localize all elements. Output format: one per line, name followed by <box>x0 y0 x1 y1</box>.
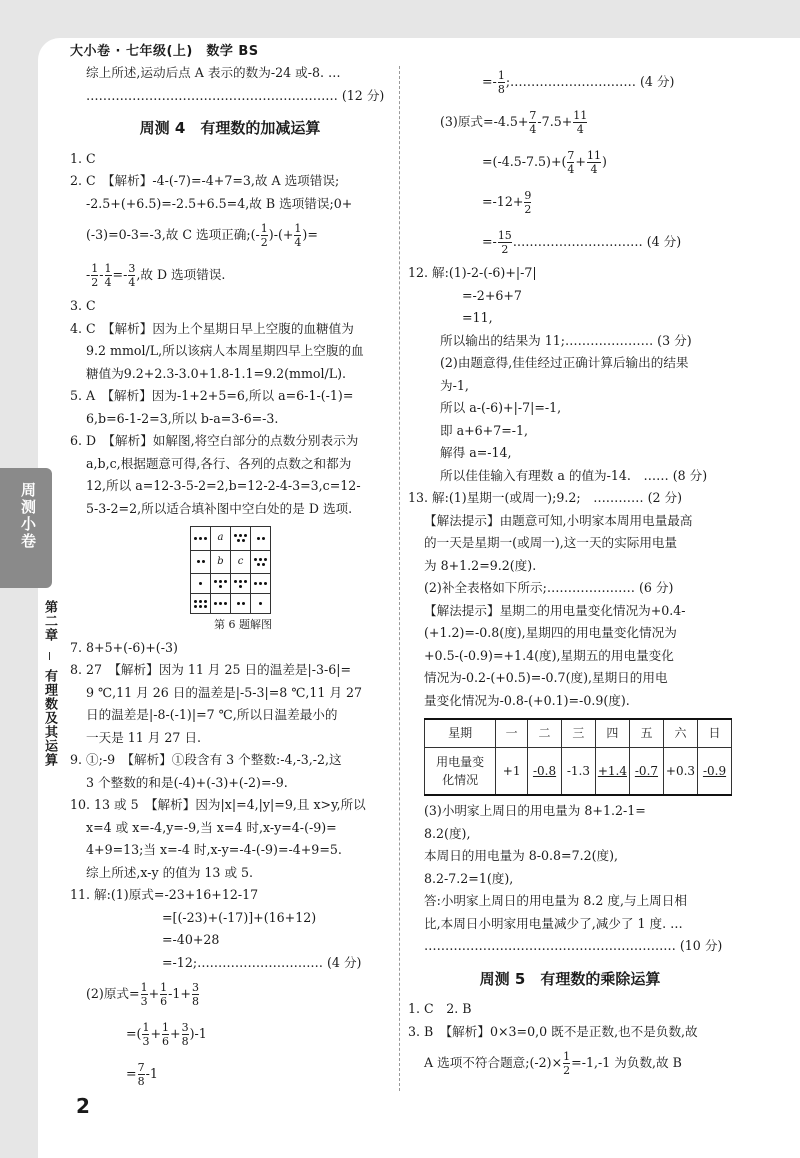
fraction <box>162 1021 169 1048</box>
dot <box>214 580 217 583</box>
answer-line: 11. 解:(1)原式=-23+16+12-17 <box>70 887 259 902</box>
dot <box>219 585 222 588</box>
grid-row <box>191 574 271 594</box>
text-span: ;………………………… (4 分) <box>505 74 675 89</box>
numerator: 3 <box>191 981 199 994</box>
grid-cell <box>231 594 251 614</box>
table-cell: -1.3 <box>561 747 595 795</box>
numerator: 7 <box>137 1061 145 1074</box>
numerator: 11 <box>573 109 588 122</box>
side-tab-label: 周测小卷 <box>19 482 37 550</box>
section-title: 周测 4 有理数的加减运算 <box>139 119 321 137</box>
text-span: (-3)=0-3=-3,故 C 选项正确;(- <box>86 227 260 242</box>
text-line: (2)由题意得,佳佳经过正确计算后输出的结果 <box>440 355 689 370</box>
text-span: - <box>99 267 104 282</box>
text-span: (2)原式= <box>86 986 140 1001</box>
fraction <box>524 189 531 216</box>
dot <box>257 563 260 566</box>
dot-grid <box>190 526 271 614</box>
formula-line <box>408 62 732 102</box>
denominator: 8 <box>191 995 199 1008</box>
numerator: 1 <box>104 262 112 275</box>
text-line: 【解法提示】星期二的用电量变化情况为+0.4- <box>424 602 686 618</box>
text-span: + <box>150 1026 162 1041</box>
text-line: 综上所述,x-y 的值为 13 或 5. <box>86 864 254 880</box>
answer-line: 12. 解:(1)-2-(-6)+|-7| <box>408 265 537 280</box>
grid-row <box>191 550 271 574</box>
text-line: 所以佳佳输入有理数 a 的值为-14. …… (8 分) <box>440 467 708 483</box>
text-line: (+1.2)=-0.8(度),星期四的用电量变化情况为 <box>424 625 677 640</box>
text-span: )-(+ <box>268 227 294 242</box>
table-cell: -0.9 <box>698 747 732 795</box>
fraction <box>138 1061 145 1088</box>
text-span: =- <box>482 234 497 249</box>
dot-cluster <box>254 558 268 566</box>
numerator: 15 <box>497 229 512 242</box>
dot-cluster <box>194 600 208 608</box>
text-line: 8.2-7.2=1(度), <box>424 870 514 886</box>
dot <box>199 605 202 608</box>
denominator: 2 <box>498 242 512 256</box>
text-span: A 选项不符合题意;(-2)× <box>424 1055 563 1070</box>
chapter-separator <box>49 652 50 660</box>
dot-cluster <box>214 580 228 588</box>
text-span: + <box>575 154 586 169</box>
text-line: 9.2 mmol/L,所以该病人本周星期四早上空腹的血 <box>86 343 364 358</box>
dot-cluster <box>234 534 248 542</box>
page-header: 大小卷 · 七年级(上) 数学 BS <box>70 44 259 59</box>
answer-line: 4. C 【解析】因为上个星期日早上空腹的血糖值为 <box>70 320 354 336</box>
grid-cell <box>191 550 211 574</box>
answer-line: 7. 8+5+(-6)+(-3) <box>70 639 178 655</box>
table-cell: -0.8 <box>528 747 562 795</box>
text-line: 4+9=13;当 x=-4 时,x-y=-4-(-9)=-4+9=5. <box>86 842 342 857</box>
text-line: =-2+6+7 <box>462 287 522 303</box>
table-cell: -0.7 <box>630 747 664 795</box>
grid-cell: b <box>211 550 231 574</box>
text-span: -1 <box>145 1066 158 1081</box>
side-tab <box>0 468 52 588</box>
page-number: 2 <box>76 1094 90 1118</box>
table-header-cell: 三 <box>561 719 595 747</box>
dot <box>199 537 202 540</box>
numerator: 1 <box>260 222 268 235</box>
formula-line <box>70 215 390 255</box>
dot-cluster <box>254 582 268 585</box>
dot <box>194 537 197 540</box>
fraction <box>529 109 536 136</box>
numerator: 1 <box>563 1050 571 1063</box>
dot <box>242 602 245 605</box>
text-line: =[(-23)+(-17)]+(16+12) <box>162 909 317 925</box>
numerator: 1 <box>497 69 505 82</box>
numerator: 7 <box>529 109 537 122</box>
dot <box>194 600 197 603</box>
formula-line <box>408 1043 732 1083</box>
answer-line: 1. C 2. B <box>408 1001 472 1016</box>
dot <box>264 582 267 585</box>
column-divider <box>399 66 400 1091</box>
table-header-row <box>425 719 732 747</box>
dot-cluster <box>194 560 208 563</box>
dot-cluster <box>214 602 228 605</box>
table-row-label: 用电量变化情况 <box>425 747 496 795</box>
denominator: 8 <box>181 1035 189 1048</box>
denominator: 2 <box>91 276 99 289</box>
dot <box>262 537 265 540</box>
dot <box>244 580 247 583</box>
numerator: 11 <box>586 149 601 162</box>
text-line: =11, <box>462 310 493 325</box>
denominator: 2 <box>524 203 532 216</box>
text-span: + <box>170 1026 181 1041</box>
formula-line <box>70 1014 390 1054</box>
answer-line: 2. C 【解析】-4-(-7)=-4+7=3,故 A 选项错误; <box>70 173 340 188</box>
text-line: 情况为-0.2-(+0.5)=-0.7(度),星期日的用电 <box>424 670 668 685</box>
fraction <box>128 262 135 289</box>
answer-line: 8. 27 【解析】因为 11 月 25 日的温差是|-3-6|= <box>70 662 352 677</box>
grid-cell <box>251 550 271 574</box>
dot-cluster <box>234 602 248 605</box>
text-line: -2.5+(+6.5)=-2.5+6.5=4,故 B 选项错误;0+ <box>86 195 353 211</box>
text-span: ) <box>601 154 607 169</box>
table-header-cell: 四 <box>595 719 629 747</box>
denominator: 4 <box>294 236 302 249</box>
dot <box>197 560 200 563</box>
dot <box>242 539 245 542</box>
fraction <box>573 109 587 136</box>
dot <box>239 580 242 583</box>
text-line: =-40+28 <box>162 932 220 947</box>
numerator: 3 <box>128 262 136 275</box>
dot <box>237 602 240 605</box>
answer-line: 5. A 【解析】因为-1+2+5=6,所以 a=6-1-(-1)= <box>70 388 354 403</box>
dot <box>254 582 257 585</box>
grid-cell <box>191 527 211 551</box>
formula-line <box>70 255 390 295</box>
text-line: 日的温差是|-8-(-1)|=7 ℃,所以日温差最小的 <box>86 707 338 722</box>
fraction <box>294 222 301 249</box>
denominator: 4 <box>104 276 112 289</box>
dot <box>219 602 222 605</box>
denominator: 4 <box>567 163 575 176</box>
dot <box>234 534 237 537</box>
dot-cluster <box>194 537 208 540</box>
power-table <box>424 718 732 796</box>
answer-line: 3. C <box>70 298 96 313</box>
table-row <box>425 747 732 795</box>
dot <box>262 563 265 566</box>
answer-line: 1. C <box>70 150 96 166</box>
text-span: -7.5+ <box>537 114 573 129</box>
dot-cluster <box>254 537 268 540</box>
dot <box>199 582 202 585</box>
text-line: 所以输出的结果为 11;………………… (3 分) <box>440 332 692 348</box>
fraction <box>160 981 167 1008</box>
dot <box>237 539 240 542</box>
dot <box>194 605 197 608</box>
fraction <box>261 222 268 249</box>
answer-line: 3. B 【解析】0×3=0,0 既不是正数,也不是负数,故 <box>408 1023 698 1039</box>
denominator: 4 <box>573 122 587 136</box>
fraction <box>141 981 148 1008</box>
grid-cell <box>191 574 211 594</box>
fraction <box>563 1050 570 1077</box>
dot <box>257 537 260 540</box>
dot <box>204 605 207 608</box>
dot <box>259 602 262 605</box>
text-line: a,b,c,根据题意可得,各行、各列的点数之和都为 <box>86 455 352 471</box>
left-column <box>70 62 390 1094</box>
right-column <box>408 62 732 1083</box>
text-line: 6,b=6-1-2=3,所以 b-a=3-6=-3. <box>86 410 279 426</box>
dot <box>234 580 237 583</box>
table-header-cell: 五 <box>630 719 664 747</box>
text-line: (3)小明家上周日的用电量为 8+1.2-1= <box>424 803 646 818</box>
fraction <box>91 262 98 289</box>
grid-cell <box>251 594 271 614</box>
numerator: 1 <box>294 222 302 235</box>
grid-row <box>191 594 271 614</box>
answer-line: 6. D 【解析】如解图,将空白部分的点数分别表示为 <box>70 433 359 448</box>
dot <box>259 558 262 561</box>
grid-row <box>191 527 271 551</box>
table-header-cell: 一 <box>496 719 528 747</box>
text-span: )= <box>302 227 318 242</box>
denominator: 3 <box>140 995 148 1008</box>
table-cell: +1 <box>496 747 528 795</box>
text-line: 为 8+1.2=9.2(度). <box>424 557 537 573</box>
text-line: 为-1, <box>440 377 469 393</box>
text-span: .………………………… (4 分) <box>512 234 682 249</box>
denominator: 6 <box>162 1035 170 1048</box>
text-line: …………………………………………………… (10 分) <box>424 938 723 953</box>
table-header-cell: 日 <box>698 719 732 747</box>
numerator: 3 <box>181 1021 189 1034</box>
denominator: 2 <box>563 1064 571 1077</box>
fraction <box>587 149 601 176</box>
grid-cell <box>211 574 231 594</box>
answer-line: 9. ①;-9 【解析】①段含有 3 个整数:-4,-3,-2,这 <box>70 752 342 767</box>
dot <box>202 560 205 563</box>
section-title: 周测 5 有理数的乘除运算 <box>479 969 661 988</box>
text-line: 答:小明家上周日的用电量为 8.2 度,与上周日相 <box>424 893 687 908</box>
dot <box>239 585 242 588</box>
denominator: 2 <box>260 236 268 249</box>
dot <box>259 582 262 585</box>
dot <box>224 602 227 605</box>
formula-line <box>408 182 732 222</box>
fraction <box>498 69 505 96</box>
formula-line <box>408 142 732 182</box>
text-span: = <box>126 1066 137 1081</box>
table-cell: +0.3 <box>663 747 697 795</box>
text-line: 综上所述,运动后点 A 表示的数为-24 或-8. … <box>86 65 341 80</box>
text-line: 一天是 11 月 27 日. <box>86 729 202 745</box>
answer-line: 10. 13 或 5 【解析】因为|x|=4,|y|=9,且 x>y,所以 <box>70 797 366 812</box>
text-span: =-12+ <box>482 194 524 209</box>
dot <box>224 580 227 583</box>
text-span: )-1 <box>189 1026 207 1041</box>
text-line: 【解法提示】由题意可知,小明家本周用电量最高 <box>424 512 693 528</box>
fraction <box>567 149 574 176</box>
dot <box>254 558 257 561</box>
denominator: 6 <box>160 995 168 1008</box>
dot <box>244 534 247 537</box>
text-span: - <box>86 267 91 282</box>
dot <box>204 537 207 540</box>
numerator: 1 <box>162 1021 170 1034</box>
dot <box>239 534 242 537</box>
formula-line <box>408 102 732 142</box>
numerator: 1 <box>140 981 148 994</box>
denominator: 8 <box>497 83 505 96</box>
text-line: 9 ℃,11 月 26 日的温差是|-5-3|=8 ℃,11 月 27 <box>86 684 363 700</box>
text-line: (2)补全表格如下所示;………………… (6 分) <box>424 580 674 595</box>
text-line: 12,所以 a=12-3-5-2=2,b=12-2-4-3=3,c=12- <box>86 478 361 493</box>
dot <box>264 558 267 561</box>
fraction <box>182 1021 189 1048</box>
text-line: 即 a+6+7=-1, <box>440 422 529 438</box>
text-line: 所以 a-(-6)+|-7|=-1, <box>440 400 562 415</box>
denominator: 4 <box>587 162 601 176</box>
grid-cell: a <box>211 527 231 551</box>
grid-cell <box>211 594 231 614</box>
text-line: 3 个整数的和是(-4)+(-3)+(-2)=-9. <box>86 774 288 790</box>
text-line: 比,本周日小明家用电量减少了,减少了 1 度. … <box>424 915 683 931</box>
chapter-number: 第二章 <box>42 600 57 642</box>
text-span: =-1,-1 为负数,故 B <box>571 1055 682 1070</box>
grid-cell <box>191 594 211 614</box>
denominator: 4 <box>128 276 136 289</box>
grid-cell <box>251 574 271 594</box>
text-line: 本周日的用电量为 8-0.8=7.2(度), <box>424 848 619 863</box>
grid-cell <box>251 527 271 551</box>
numerator: 7 <box>567 149 575 162</box>
text-span: -1+ <box>168 986 191 1001</box>
grid-cell: c <box>231 550 251 574</box>
text-span: (3)原式=-4.5+ <box>440 114 529 129</box>
denominator: 3 <box>142 1035 150 1048</box>
table-header-cell: 星期 <box>425 719 496 747</box>
text-span: =- <box>112 267 128 282</box>
text-span: =(-4.5-7.5)+( <box>482 154 567 169</box>
text-line: …………………………………………………… (12 分) <box>86 87 385 103</box>
text-line: x=4 或 x=-4,y=-9,当 x=4 时,x-y=4-(-9)= <box>86 819 337 835</box>
dot <box>199 600 202 603</box>
chapter-title: 有理数及其运算 <box>42 669 57 768</box>
text-line: 解得 a=-14, <box>440 445 512 460</box>
text-line: =-12;………………………… (4 分) <box>162 954 362 970</box>
table-header-cell: 二 <box>528 719 562 747</box>
text-line: +0.5-(-0.9)=+1.4(度),星期五的用电量变化 <box>424 647 674 663</box>
dot-grid-figure <box>190 526 390 637</box>
formula-line <box>70 974 390 1014</box>
fraction <box>192 981 199 1008</box>
text-line: 量变化情况为-0.8-(+0.1)=-0.9(度). <box>424 692 630 708</box>
dot <box>214 602 217 605</box>
denominator: 4 <box>529 123 537 136</box>
dot-cluster <box>234 580 248 588</box>
fraction <box>105 262 112 289</box>
fraction <box>498 229 512 256</box>
numerator: 9 <box>524 189 532 202</box>
numerator: 1 <box>142 1021 150 1034</box>
answer-line: 13. 解:(1)星期一(或周一);9.2; ………… (2 分) <box>408 490 683 505</box>
dot <box>204 600 207 603</box>
chapter-label <box>40 600 59 767</box>
grid-cell <box>231 527 251 551</box>
formula-line <box>70 1054 390 1094</box>
text-line: 糖值为9.2+2.3-3.0+1.8-1.1=9.2(mmol/L). <box>86 365 347 381</box>
text-line: 的一天是星期一(或周一),这一天的实际用电量 <box>424 535 678 550</box>
text-line: 8.2(度), <box>424 825 471 841</box>
dot-cluster <box>194 582 208 585</box>
formula-line <box>408 222 732 262</box>
denominator: 8 <box>137 1075 145 1088</box>
dot <box>219 580 222 583</box>
table-header-cell: 六 <box>663 719 697 747</box>
text-span: + <box>148 986 160 1001</box>
dot-cluster <box>254 602 268 605</box>
grid-cell <box>231 574 251 594</box>
numerator: 1 <box>160 981 168 994</box>
table-cell: +1.4 <box>595 747 629 795</box>
numerator: 1 <box>91 262 99 275</box>
fraction <box>142 1021 149 1048</box>
text-line: 5-3-2=2,所以适合填补图中空白处的是 D 选项. <box>86 500 353 516</box>
text-span: ,故 D 选项错误. <box>136 267 226 282</box>
text-span: =- <box>482 74 497 89</box>
figure-caption: 第 6 题解图 <box>214 618 272 631</box>
text-span: =( <box>126 1026 142 1041</box>
